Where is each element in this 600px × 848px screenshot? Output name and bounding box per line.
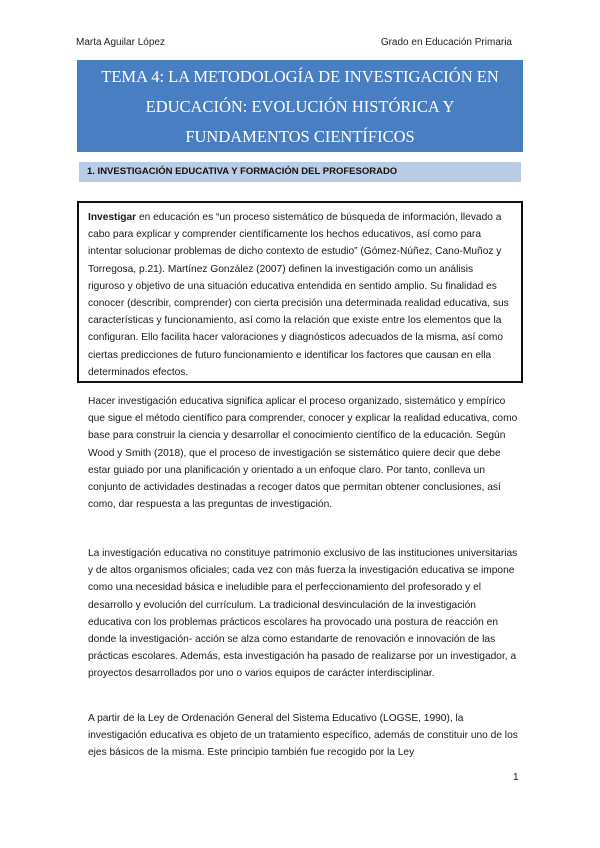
chapter-title-line-2: EDUCACIÓN: EVOLUCIÓN HISTÓRICA Y [145,97,455,116]
header-author: Marta Aguilar López [76,37,165,48]
section-heading: 1. INVESTIGACIÓN EDUCATIVA Y FORMACIÓN DEL PROFESORADO [79,162,521,182]
definition-box [77,201,523,383]
paragraph-1: Hacer investigación educativa significa aplicar el proceso organizado, sistemático y empírico que sigue el método científico para comprender, conocer y explicar la realidad educativa, como base para construir la ciencia y desarrollar el conocimiento científico de la educación. Según Wood y Smith (2018), que el proceso de investigación se sistemático quiere decir que debe estar guiado por una planificación y orientado a un enfoque claro. Por tanto, conlleva un conjunto de actividades destinadas a recoger datos que permitan obtener conclusiones, así como, dar respuesta a las preguntas de investigación. [88,396,518,511]
definition-text: en educación es “un proceso sistemático de búsqueda de información, llevado a cabo para explicar y comprender científicamente los hechos educativos, así como para intentar solucionar problemas de dicho contexto de estudio” (Gómez-Núñez, Cano-Muñoz y Torregosa, p.21). Martínez González (2007) definen la investigación como un análisis riguroso y objetivo de una situación educativa entendida en sentido amplio. Su finalidad es conocer (describir, comprender) con cierta precisión una determinada realidad educativa, sus características y funcionamiento, así como la relación que existe entre los elementos que la configuran. Ello facilita hacer valoraciones y diagnósticos adecuados de la misma, así como ciertas predicciones de futuro funcionamiento e identificar los factores que causan en ella determinados efectos. [88,212,509,378]
page-number: 1 [513,772,519,783]
chapter-title [77,60,523,152]
paragraph-2: La investigación educativa no constituye patrimonio exclusivo de las instituciones universitarias y de altos organismos oficiales; cada vez con más fuerza la investigación educativa se impone como una necesidad básica e ineludible para el perfeccionamiento del profesorado y el desarrollo y evolución del currículum. La tradicional desvinculación de la investigación educativa con los problemas prácticos escolares ha provocado una postura de reacción en donde la investigación- acción se alza como estandarte de renovación e innovación de las prácticas escolares. Además, esta investigación ha pasado de realizarse por un investigador, a proyectos desarrollados por uno o varios equipos de carácter interdisciplinar. [88,548,518,680]
chapter-title-line-3: FUNDAMENTOS CIENTÍFICOS [185,127,415,146]
chapter-title-line-1: TEMA 4: LA METODOLOGÍA DE INVESTIGACIÓN EN [101,67,499,86]
paragraph-3: A partir de la Ley de Ordenación General del Sistema Educativo (LOGSE, 1990), la investigación educativa es objeto de un tratamiento específico, además de constituir uno de los ejes básicos de la misma. Este principio también fue recogido por la Ley [88,713,518,759]
header-degree: Grado en Educación Primaria [380,37,512,48]
definition-term: Investigar [88,212,137,223]
